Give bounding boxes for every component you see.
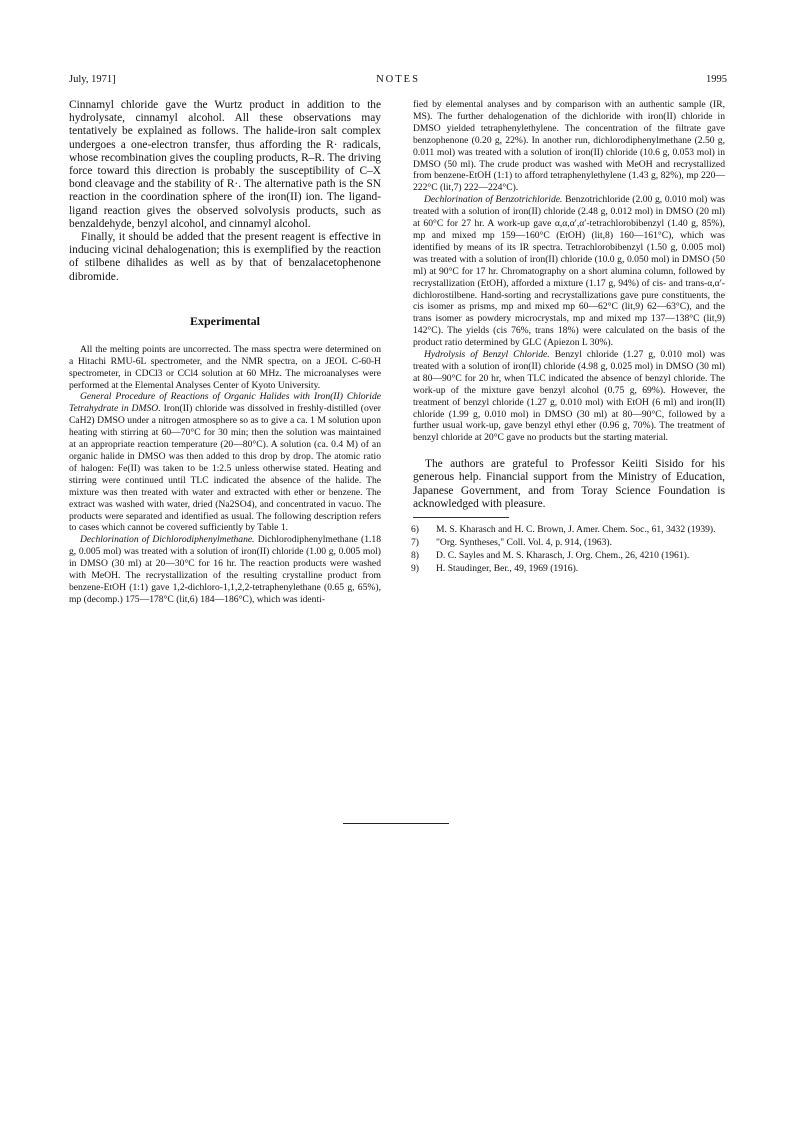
benzotrichloride-paragraph — [413, 194, 725, 349]
hydrolysis-heading: Hydrolysis of Benzyl Chloride. — [424, 349, 550, 361]
body-paragraph: Cinnamyl chloride gave the Wurtz product in addition to the hydrolysate, cinnamyl alcohol. All these observations may tentatively be explained as follows. The halide-iron salt complex undergoes a one-electron transfer, thus affording the R· radicals, whose recombination gives the coupling products, R–R. The driving force toward this direction is probably the susceptibility of C–X bond cleavage and the stability of R·. The alternative path is the SN reaction in the coordination sphere of the iron(II) ion. The ligand-ligand reaction gives the observed solvolysis products, such as benzaldehyde, benzyl alcohol, and cinnamyl alcohol. — [69, 99, 381, 230]
left-column — [69, 99, 381, 606]
dechlorination-heading: Dechlorination of Dichlorodiphenylmethane. — [80, 534, 255, 546]
dechlorination-paragraph — [69, 534, 381, 605]
page-header — [69, 74, 727, 88]
section-heading-experimental: Experimental — [190, 313, 260, 328]
hydrolysis-paragraph — [413, 349, 725, 444]
reference-number: 7) — [411, 537, 419, 549]
benzotrichloride-heading: Dechlorination of Benzotrichloride. — [424, 194, 563, 206]
end-of-article-rule — [343, 823, 449, 824]
body-paragraph: Finally, it should be added that the present reagent is effective in inducing vicinal dehalogenation; this is exemplified by the reaction of stilbene dihalides as well as by that of benzalacetophenone dibromide. — [69, 231, 381, 283]
reference-number: 8) — [411, 550, 419, 562]
reference-text: "Org. Syntheses," Coll. Vol. 4, p. 914, (1963). — [436, 537, 612, 549]
reference-text: M. S. Kharasch and H. C. Brown, J. Amer. Chem. Soc., 61, 3432 (1939). — [436, 524, 716, 536]
reference-item — [413, 550, 725, 562]
dechlorination-text: Dichlorodiphenylmethane (1.18 g, 0.005 mol) was treated with a solution of iron(II) chloride (1.00 g, 0.005 mol) in DMSO (30 ml) at 20—30°C for 16 hr. The reaction products were washed with MeOH. The recrystallization of the resulting crystalline product from benzene-EtOH (1:1) gave 1,2-dichloro-1,1,2,2-tetraphenylethane (0.65 g, 65%), mp (decomp.) 175—178°C (lit,6) 184—186°C), which was identi- — [69, 534, 381, 605]
reference-item — [413, 563, 725, 575]
reference-text: D. C. Sayles and M. S. Kharasch, J. Org. Chem., 26, 4210 (1961). — [436, 550, 690, 562]
benzotrichloride-text: Benzotrichloride (2.00 g, 0.010 mol) was treated with a solution of iron(II) chloride (2.48 g, 0.012 mol) in DMSO (20 ml) at 60°C for 27 hr. A work-up gave α,α,α′,α′-tetrachlorobibenzyl (1.40 g, 85%), mp and mixed mp 159—160°C (EtOH) (lit,8) 160—161°C), which was identified by means of its IR spectra. Tetrachlorobibenzyl (1.50 g, 0.005 mol) was treated with a solution of iron(II) chloride (10.0 g, 0.050 mol) in DMSO (50 ml) at 90°C for 17 hr. Chromatography on a short alumina column, followed by recrystallization (EtOH), afforded a mixture (1.17 g, 94%) of cis- and trans-α,α′-dichlorostilbene. Hand-sorting and recrystallizations gave pure constituents, the cis isomer as prisms, mp and mixed mp 60—62°C (lit,9) 62—63°C), and the trans isomer as powdery microcrystals, mp and mixed mp 137—138°C (lit,9) 142°C). The yields (cis 76%, trans 18%) were calculated on the basis of the product ratio determined by GLC (Apiezon L 30%). — [413, 194, 725, 349]
hydrolysis-text: Benzyl chloride (1.27 g, 0.010 mol) was treated with a solution of iron(II) chloride (4.98 g, 0.025 mol) in DMSO (30 ml) at 80—90°C for 20 hr, when TLC indicated the absence of benzyl chloride. The work-up of the mixture gave benzyl alcohol (0.75 g, 69%). However, the treatment of benzyl chloride (1.27 g, 0.010 mol) with EtOH (6 ml) and iron(II) chloride (1.99 g, 0.010 mol) in DMSO (30 ml) at 80—90°C, followed by a further usual work-up, gave benzyl ethyl ether (0.96 g, 70%). The treatment of benzyl chloride at 20°C gave no products but the starting material. — [413, 349, 725, 444]
reference-number: 6) — [411, 524, 419, 536]
running-title: NOTES — [376, 74, 420, 85]
reference-text: H. Staudinger, Ber., 49, 1969 (1916). — [436, 563, 579, 575]
general-procedure-paragraph — [69, 391, 381, 534]
general-procedure-text: Iron(II) chloride was dissolved in freshly-distilled (over CaH2) DMSO under a nitrogen atmosphere so as to give a ca. 1 M solution upon heating with stirring at 60—70°C for 30 min; then the solution was maintained at an appropriate reaction temperature (20—80°C). A solution (ca. 0.4 M) of an organic halide in DMSO was then added to this drop by drop. The atomic ratio of halogen: Fe(II) was taken to be 1:2.5 unless otherwise stated. Heating and stirring were continued until TLC indicated the absence of the halide. The mixture was then treated with water and extracted with ether or benzene. The extract was washed with water, dried (Na2SO4), and concentrated in vacuo. The products were separated and identified as usual. The following description refers to cases which cannot be covered sufficiently by Table 1. — [69, 403, 382, 534]
acknowledgement: The authors are grateful to Professor Keiiti Sisido for his generous help. Financial support from the Ministry of Education, Japanese Government, and from Toray Science Foundation is acknowledged with pleasure. — [413, 458, 725, 510]
references-divider — [413, 517, 509, 518]
continuation-paragraph: fied by elemental analyses and by comparison with an authentic sample (IR, MS). The further dehalogenation of the dichloride with iron(II) chloride in DMSO yielded tetraphenylethylene. The concentration of the filtrate gave benzophenone (0.20 g, 22%). In another run, dichlorodiphenylmethane (2.50 g, 0.011 mol) was treated with a solution of iron(II) chloride (10.6 g, 0.053 mol) in DMSO (50 ml). The crude product was washed with MeOH and recrystallized from benzene-EtOH (1:1) to afford tetraphenylethylene (1.43 g, 82%), mp 220—222°C (lit,7) 222—224°C). — [413, 99, 725, 194]
page-number: 1995 — [706, 74, 727, 85]
reference-item — [413, 537, 725, 549]
right-column — [413, 99, 725, 576]
experimental-intro: All the melting points are uncorrected. The mass spectra were determined on a Hitachi RMU-6L spectrometer, and the NMR spectra, on a JEOL C-60-H spectrometer, in CDCl3 or CCl4 solution at 60 MHz. The microanalyses were performed at the Elemental Analyses Center of Kyoto University. — [69, 343, 381, 391]
reference-list — [413, 524, 725, 575]
reference-item — [413, 524, 725, 536]
general-procedure-heading: General Procedure of Reactions of Organic Halides with Iron(II) Chloride Tetrahydrate in DMSO. — [69, 391, 381, 415]
reference-number: 9) — [411, 563, 419, 575]
issue-date: July, 1971] — [69, 74, 116, 85]
